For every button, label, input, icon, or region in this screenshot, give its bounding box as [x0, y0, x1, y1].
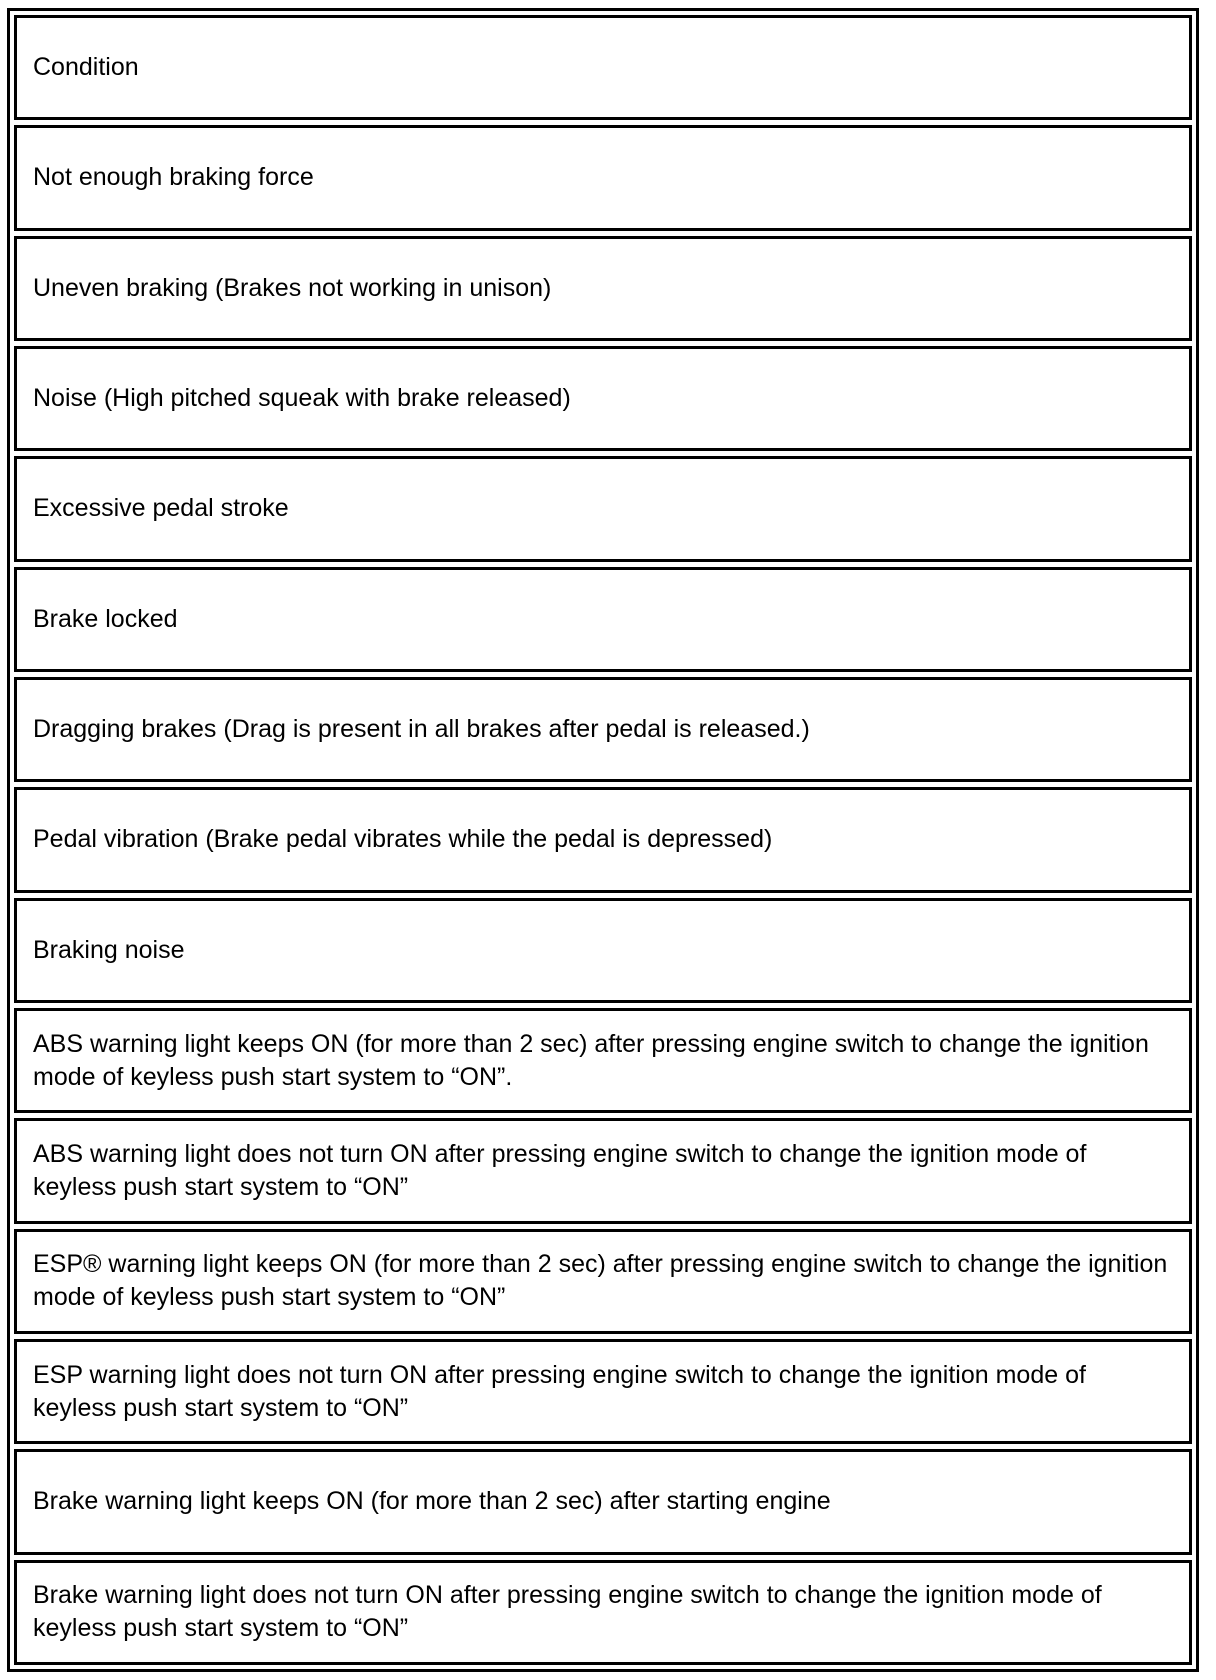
table-row [14, 1008, 1192, 1113]
table-row [14, 677, 1192, 782]
condition-cell: Not enough braking force [33, 163, 314, 192]
table-row [14, 1339, 1192, 1444]
table-row [14, 1449, 1192, 1554]
condition-cell: Brake warning light keeps ON (for more than 2 sec) after starting engine [33, 1487, 831, 1516]
table-row [14, 346, 1192, 451]
table-row [14, 898, 1192, 1003]
table-row [14, 567, 1192, 672]
condition-cell: Braking noise [33, 935, 185, 964]
condition-cell: Brake warning light does not turn ON after pressing engine switch to change the ignition mode of keyless push start system to “ON” [33, 1581, 1102, 1643]
table-row [14, 1560, 1192, 1665]
condition-table [7, 8, 1199, 1672]
condition-cell: ESP® warning light keeps ON (for more than 2 sec) after pressing engine switch to change the ignition mode of keyless push start system to “ON” [33, 1250, 1168, 1312]
condition-cell: ABS warning light does not turn ON after pressing engine switch to change the ignition mode of keyless push start system to “ON” [33, 1139, 1087, 1201]
condition-cell: Dragging brakes (Drag is present in all brakes after pedal is released.) [33, 715, 810, 744]
condition-cell: ESP warning light does not turn ON after pressing engine switch to change the ignition mode of keyless push start system to “ON” [33, 1360, 1086, 1422]
condition-cell: Brake locked [33, 604, 178, 633]
column-header-condition: Condition [33, 53, 139, 82]
condition-cell: Uneven braking (Brakes not working in unison) [33, 273, 552, 302]
condition-cell: ABS warning light keeps ON (for more than 2 sec) after pressing engine switch to change the ignition mode of keyless push start system to “ON”. [33, 1029, 1149, 1091]
condition-cell: Noise (High pitched squeak with brake released) [33, 384, 571, 413]
condition-cell: Excessive pedal stroke [33, 494, 289, 523]
table-row [14, 456, 1192, 561]
condition-cell: Pedal vibration (Brake pedal vibrates while the pedal is depressed) [33, 825, 773, 854]
table-row [14, 125, 1192, 230]
table-row [14, 1118, 1192, 1223]
table-row [14, 236, 1192, 341]
table-header-row [14, 15, 1192, 120]
table-row [14, 1229, 1192, 1334]
table-row [14, 787, 1192, 892]
